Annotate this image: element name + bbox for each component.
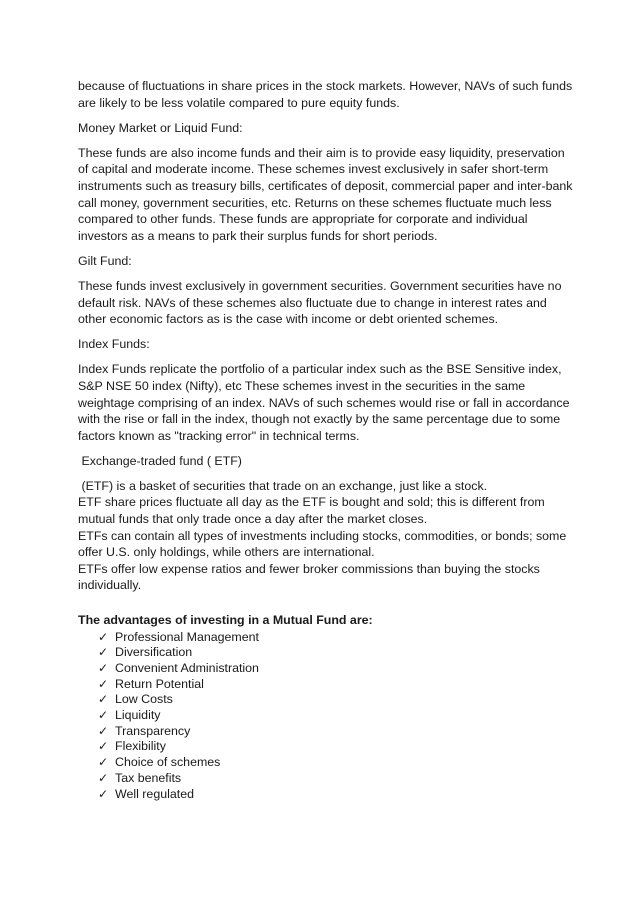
list-item: [98, 629, 574, 645]
advantage-label: Choice of schemes: [115, 755, 221, 770]
advantage-label: Low Costs: [115, 692, 173, 707]
etf-heading: Exchange-traded fund ( ETF): [78, 453, 242, 468]
advantage-label: Liquidity: [115, 708, 161, 723]
advantages-list: [78, 629, 574, 802]
checkmark-icon: ✓: [98, 661, 109, 675]
list-item: [98, 676, 574, 692]
checkmark-icon: ✓: [98, 770, 109, 785]
advantage-label: Transparency: [115, 723, 191, 738]
money-market-heading: Money Market or Liquid Fund:: [78, 120, 243, 135]
checkmark-icon: ✓: [98, 692, 109, 707]
index-funds-heading: Index Funds:: [78, 337, 150, 352]
etf-line: ETF share prices fluctuate all day as the ETF is bought and sold; this is different from mutual funds that only trade once a day after the market closes.: [78, 495, 545, 527]
list-item: [98, 691, 574, 707]
checkmark-icon: ✓: [98, 786, 109, 801]
advantage-label: Flexibility: [115, 739, 166, 754]
money-market-paragraph: These funds are also income funds and their aim is to provide easy liquidity, preservation of capital and moderate income. These schemes invest exclusively in safer short-term instruments such as treasury bills, certificates of deposit, commercial paper and inter-bank call money, government securities, etc. Returns on these schemes fluctuate much less compared to other funds. These funds are appropriate for corporate and individual investors as a means to park their surplus funds for short periods.: [78, 145, 573, 243]
index-funds-paragraph: Index Funds replicate the portfolio of a particular index such as the BSE Sensitive index, S&P NSE 50 index (Nifty), etc These schemes invest in the securities in the same weightage comprising of an index. NAVs of such schemes would rise or fall in accordance with the rise or fall in the index, though not exactly by the same percentage due to some factors known as "tracking error" in technical terms.: [78, 362, 570, 443]
checkmark-icon: ✓: [98, 755, 109, 770]
checkmark-icon: ✓: [98, 708, 109, 723]
list-item: [98, 770, 574, 786]
checkmark-icon: ✓: [98, 723, 109, 738]
gilt-fund-paragraph: These funds invest exclusively in government securities. Government securities have no default risk. NAVs of these schemes also fluctuate due to change in interest rates and other economic factors as is the case with income or debt oriented schemes.: [78, 278, 562, 327]
etf-line: (ETF) is a basket of securities that trade on an exchange, just like a stock.: [78, 478, 488, 493]
list-item: [98, 786, 574, 802]
list-item: [98, 738, 574, 754]
checkmark-icon: ✓: [98, 645, 109, 660]
etf-line: ETFs can contain all types of investments including stocks, commodities, or bonds; some offer U.S. only holdings, while others are international.: [78, 528, 567, 560]
etf-line: ETFs offer low expense ratios and fewer broker commissions than buying the stocks individually.: [78, 561, 540, 593]
advantages-heading: The advantages of investing in a Mutual Fund are:: [78, 613, 373, 628]
advantage-label: Return Potential: [115, 676, 204, 691]
checkmark-icon: ✓: [98, 676, 109, 691]
list-item: [98, 644, 574, 660]
checkmark-icon: ✓: [98, 739, 109, 754]
advantage-label: Tax benefits: [115, 770, 182, 785]
etf-section: [78, 478, 574, 594]
checkmark-icon: ✓: [98, 629, 109, 644]
list-item: [98, 660, 574, 676]
advantage-label: Diversification: [115, 645, 193, 660]
advantage-label: Well regulated: [115, 786, 194, 801]
list-item: [98, 754, 574, 770]
advantage-label: Professional Management: [115, 629, 259, 644]
list-item: [98, 723, 574, 739]
intro-paragraph: because of fluctuations in share prices in the stock markets. However, NAVs of such funds are likely to be less volatile compared to pure equity funds.: [78, 79, 573, 110]
advantage-label: Convenient Administration: [115, 661, 259, 675]
list-item: [98, 707, 574, 723]
gilt-fund-heading: Gilt Fund:: [78, 253, 132, 268]
